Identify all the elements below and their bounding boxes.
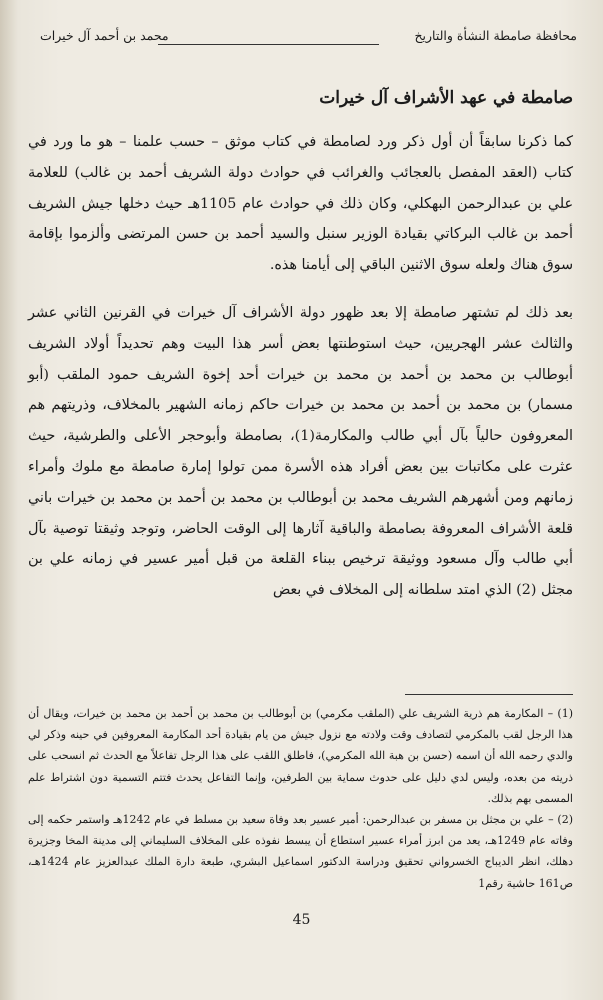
footnotes <box>28 703 573 894</box>
body-text <box>28 127 573 606</box>
running-header <box>40 28 577 50</box>
footnote: (2) – علي بن مجثل بن مسفر بن عبدالرحمن: أمير عسير بعد وفاة سعيد بن مسلط في عام 1242هـ واستمر حكمه إلى وفاته عام 1249هـ، يعد من ابرز أمراء عسير استطاع أن يبسط نفوذه على المخلاف السليماني إلى مدينة المخا وجزيرة دهلك، انظر الديباج الخسرواني تحقيق ودراسة الدكتور اسماعيل البشري، طبعة دارة الملك عبدالعزيز عام 1424هـ، ص161 حاشية رقم1 <box>28 813 573 890</box>
header-rule <box>158 44 379 45</box>
header-book-title: محافظة صامطة النشأة والتاريخ <box>414 28 577 43</box>
footnote-separator <box>405 694 573 695</box>
footnote: (1) – المكارمة هم ذرية الشريف علي (الملقب مكرمي) بن أبوطالب بن محمد بن أحمد بن محمد بن خيرات، ويقال أن هذا الرجل لقب بالمكرمي لتصادف وقت ولادته مع نزول جيش من يام بقيادة أحد المكارمة المعروفين في حينه وذكر لي والدي رحمه الله أن اسمه (حسن بن هبة الله المكرمي)، فاطلق اللقب على هذا الرجل تفاعلاً مع الحدث ثم انسحب على ذريته من بعده، وليس لدي دليل على حدوث سماية بين الطرفين، وإنما التفاعل يحدث فتتم التسمية دون اشتراط علم المسمى بهم بذلك. <box>28 707 573 805</box>
section-title: صامطة في عهد الأشراف آل خيرات <box>319 88 573 108</box>
paragraph: بعد ذلك لم تشتهر صامطة إلا بعد ظهور دولة الأشراف آل خيرات في القرنين الثاني عشر والثالث عشر الهجريين، حيث استوطنتها بعض أسر هذا البيت وهم تحديداً أولاد الشريف أبوطالب بن محمد بن أحمد بن محمد بن خيرات أحد إخوة الشريف حمود الملقب (أبو مسمار) بن محمد بن أحمد بن محمد بن خيرات حاكم زمانه الشهير بالمخلاف، وذريتهم هم المعروفون حالياً بآل أبي طالب والمكارمة(1)، بصامطة وأبوحجر الأعلى والطرشية، حيث عثرت على مكاتبات بين بعض أفراد هذه الأسرة ممن تولوا إمارة صامطة مع ملوك وأمراء زمانهم ومن أشهرهم الشريف محمد بن أبوطالب بن محمد بن أحمد بن محمد بن خيرات باني قلعة الأشراف المعروفة بصامطة والباقية آثارها إلى الوقت الحاضر، وتوجد وثيقتا توصية بآل أبي طالب وآل مسعود ووثيقة ترخيص ببناء القلعة من قبل أمير عسير في زمانه علي بن مجثل (2) الذي امتد سلطانه إلى المخلاف في بعض <box>28 304 573 599</box>
page-number: 45 <box>292 912 311 928</box>
paragraph: كما ذكرنا سابقاً أن أول ذكر ورد لصامطة في كتاب موثق – حسب علمنا – هو ما ورد في كتاب (العقد المفصل بالعجائب والغرائب في حوادث دولة الشريف أحمد بن غالب) للعلامة علي بن عبدالرحمن البهكلي، وكان ذلك في حوادث عام 1105هـ حيث دخلها جيش الشريف أحمد بن غالب البركاتي بقيادة الوزير سنبل والسيد أحمد بن حسن المرتضى وألزموا بإقامة سوق هناك ولعله سوق الاثنين الباقي إلى أيامنا هذه. <box>28 134 573 274</box>
header-author: محمد بن أحمد آل خيرات <box>40 28 169 43</box>
